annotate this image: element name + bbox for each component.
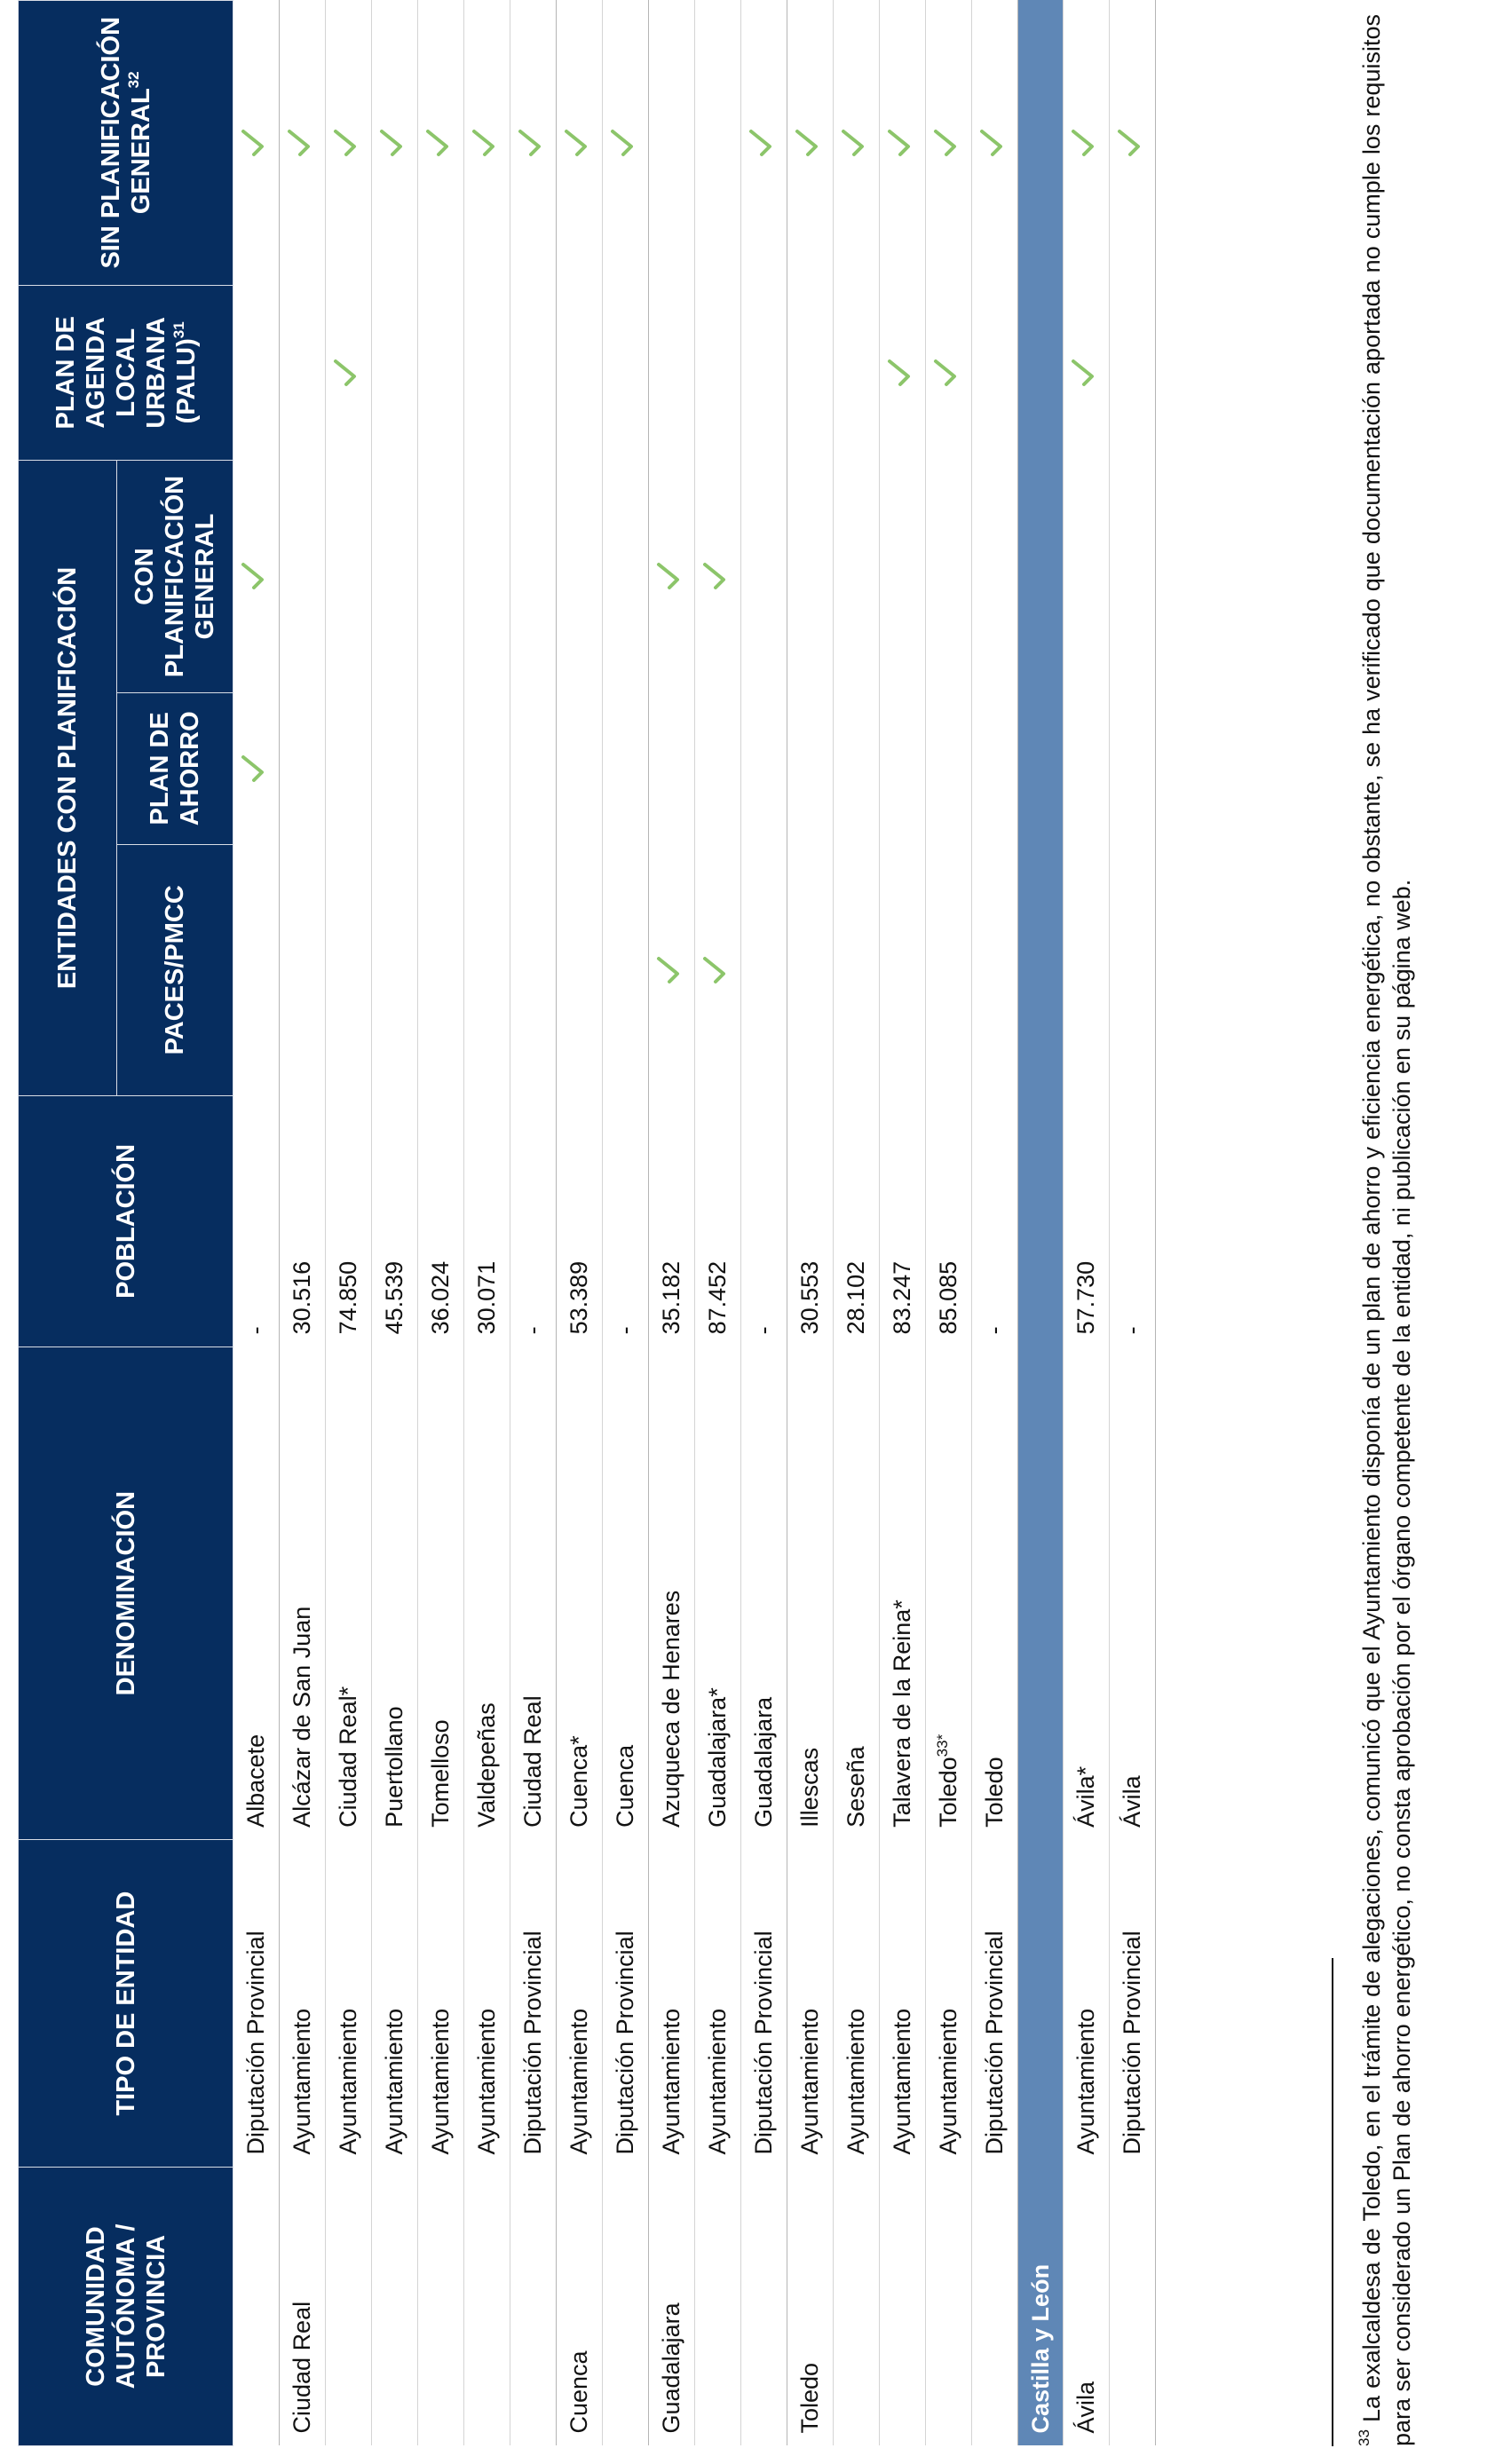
poblacion-cell: 36.024 [418, 1095, 464, 1347]
check-icon [376, 128, 407, 158]
table-row [372, 1, 418, 2446]
paces-cell [834, 844, 880, 1095]
ahorro-cell [649, 692, 695, 844]
general-cell [741, 461, 787, 693]
ahorro-cell [557, 692, 603, 844]
header-comunidad: COMUNIDAD AUTÓNOMA / PROVINCIA [19, 2167, 233, 2445]
provincia-cell: Cuenca [557, 2167, 603, 2445]
table-row [1110, 1, 1156, 2446]
tipo-cell: Ayuntamiento [926, 1840, 972, 2168]
sin-cell [1110, 1, 1156, 286]
table-row [510, 1, 557, 2446]
check-icon [977, 128, 1007, 158]
check-icon [838, 128, 868, 158]
general-cell [972, 461, 1018, 693]
header-tipo: TIPO DE ENTIDAD [19, 1840, 233, 2168]
palu-cell [603, 285, 649, 461]
check-icon [930, 358, 961, 388]
sin-cell [280, 1, 326, 286]
general-cell [280, 461, 326, 693]
paces-cell [233, 844, 280, 1095]
sin-cell [695, 1, 741, 286]
denominacion-cell: Ávila* [1064, 1347, 1110, 1839]
sin-cell [972, 1, 1018, 286]
check-icon [884, 358, 914, 388]
check-icon [238, 128, 268, 158]
check-icon [792, 128, 822, 158]
provincia-cell: Guadalajara [649, 2167, 695, 2445]
paces-cell [972, 844, 1018, 1095]
palu-cell [233, 285, 280, 461]
general-cell [233, 461, 280, 693]
tipo-cell: Diputación Provincial [603, 1840, 649, 2168]
table-row [233, 1, 280, 2446]
palu-cell [464, 285, 510, 461]
entities-table [18, 0, 1156, 2446]
header-entidades: ENTIDADES CON PLANIFICACIÓN [19, 461, 117, 1096]
paces-cell [464, 844, 510, 1095]
poblacion-cell: 28.102 [834, 1095, 880, 1347]
ahorro-cell [372, 692, 418, 844]
provincia-cell: Toledo [787, 2167, 834, 2445]
provincia-cell [972, 2167, 1018, 2445]
palu-cell [510, 285, 557, 461]
tipo-cell: Ayuntamiento [695, 1840, 741, 2168]
ahorro-cell [880, 692, 926, 844]
paces-cell [695, 844, 741, 1095]
table-row [1064, 1, 1110, 2446]
table-row [280, 1, 326, 2446]
denominacion-cell: Ávila [1110, 1347, 1156, 1839]
paces-cell [418, 844, 464, 1095]
provincia-cell [741, 2167, 787, 2445]
denominacion-cell: Alcázar de San Juan [280, 1347, 326, 1839]
header-paces: PACES/PMCC [117, 844, 233, 1095]
paces-cell [510, 844, 557, 1095]
table-row [326, 1, 372, 2446]
paces-cell [557, 844, 603, 1095]
check-icon [653, 955, 684, 985]
sin-cell [557, 1, 603, 286]
header-sin-planificacion: SIN PLANIFICACIÓN GENERAL$^{32}$ [19, 1, 233, 286]
paces-cell [741, 844, 787, 1095]
table-row [603, 1, 649, 2446]
footnote [1357, 14, 1417, 2446]
general-cell [649, 461, 695, 693]
poblacion-cell: 57.730 [1064, 1095, 1110, 1347]
sin-cell [418, 1, 464, 286]
general-cell [787, 461, 834, 693]
ahorro-cell [972, 692, 1018, 844]
denominacion-cell: Cuenca* [557, 1347, 603, 1839]
denominacion-cell: Valdepeñas [464, 1347, 510, 1839]
sin-cell [926, 1, 972, 286]
palu-cell [787, 285, 834, 461]
check-icon [884, 128, 914, 158]
paces-cell [880, 844, 926, 1095]
header-poblacion: POBLACIÓN [19, 1095, 233, 1347]
table-row [418, 1, 464, 2446]
ahorro-cell [280, 692, 326, 844]
check-icon [423, 128, 453, 158]
denominacion-cell: Ciudad Real [510, 1347, 557, 1839]
table-row [741, 1, 787, 2446]
header-denominacion: DENOMINACIÓN [19, 1347, 233, 1839]
poblacion-cell: 87.452 [695, 1095, 741, 1347]
poblacion-cell: - [1110, 1095, 1156, 1347]
denominacion-cell: Albacete [233, 1347, 280, 1839]
provincia-cell: Ávila [1064, 2167, 1110, 2445]
denominacion-cell: Puertollano [372, 1347, 418, 1839]
denominacion-cell: Illescas [787, 1347, 834, 1839]
tipo-cell: Ayuntamiento [418, 1840, 464, 2168]
denominacion-cell: Toledo [972, 1347, 1018, 1839]
poblacion-cell: 45.539 [372, 1095, 418, 1347]
tipo-cell: Diputación Provincial [972, 1840, 1018, 2168]
tipo-cell: Diputación Provincial [510, 1840, 557, 2168]
table-row [695, 1, 741, 2446]
general-cell [926, 461, 972, 693]
paces-cell [326, 844, 372, 1095]
sin-cell [233, 1, 280, 286]
check-icon [238, 562, 268, 592]
check-icon [653, 562, 684, 592]
poblacion-cell: 53.389 [557, 1095, 603, 1347]
provincia-cell [834, 2167, 880, 2445]
denominacion-cell: Seseña [834, 1347, 880, 1839]
palu-cell [372, 285, 418, 461]
ahorro-cell [834, 692, 880, 844]
palu-cell [280, 285, 326, 461]
provincia-cell [233, 2167, 280, 2445]
check-icon [700, 562, 730, 592]
region-label: Castilla y León [1018, 1, 1064, 2446]
sin-cell [603, 1, 649, 286]
general-cell [418, 461, 464, 693]
tipo-cell: Ayuntamiento [787, 1840, 834, 2168]
table-row [880, 1, 926, 2446]
tipo-cell: Diputación Provincial [1110, 1840, 1156, 2168]
denominacion-cell: Ciudad Real* [326, 1347, 372, 1839]
palu-cell [1110, 285, 1156, 461]
sin-cell [326, 1, 372, 286]
paces-cell [1110, 844, 1156, 1095]
general-cell [1110, 461, 1156, 693]
poblacion-cell: 30.071 [464, 1095, 510, 1347]
provincia-cell [926, 2167, 972, 2445]
provincia-cell [418, 2167, 464, 2445]
palu-cell [972, 285, 1018, 461]
sin-cell [787, 1, 834, 286]
general-cell [326, 461, 372, 693]
tipo-cell: Ayuntamiento [464, 1840, 510, 2168]
sin-cell [372, 1, 418, 286]
palu-cell [695, 285, 741, 461]
sin-cell [1064, 1, 1110, 286]
provincia-cell [603, 2167, 649, 2445]
header-con-general: CON PLANIFICACIÓN GENERAL [117, 461, 233, 693]
tipo-cell: Ayuntamiento [557, 1840, 603, 2168]
ahorro-cell [695, 692, 741, 844]
table-row [787, 1, 834, 2446]
sin-cell [464, 1, 510, 286]
denominacion-cell: Guadalajara [741, 1347, 787, 1839]
table-row [834, 1, 880, 2446]
table-row [926, 1, 972, 2446]
check-icon [330, 358, 360, 388]
palu-cell [649, 285, 695, 461]
provincia-cell [372, 2167, 418, 2445]
provincia-cell: Ciudad Real [280, 2167, 326, 2445]
general-cell [695, 461, 741, 693]
palu-cell [418, 285, 464, 461]
denominacion-cell: Guadalajara* [695, 1347, 741, 1839]
paces-cell [649, 844, 695, 1095]
table-row [557, 1, 603, 2446]
check-icon [1114, 128, 1144, 158]
poblacion-cell: - [741, 1095, 787, 1347]
check-icon [1068, 128, 1098, 158]
general-cell [603, 461, 649, 693]
provincia-cell [326, 2167, 372, 2445]
poblacion-cell: - [972, 1095, 1018, 1347]
palu-cell [326, 285, 372, 461]
tipo-cell: Ayuntamiento [834, 1840, 880, 2168]
tipo-cell: Ayuntamiento [372, 1840, 418, 2168]
general-cell [372, 461, 418, 693]
denominacion-cell: Toledo$^{33*}$ [926, 1347, 972, 1839]
provincia-cell [1110, 2167, 1156, 2445]
palu-cell [926, 285, 972, 461]
denominacion-cell: Talavera de la Reina* [880, 1347, 926, 1839]
sin-cell [649, 1, 695, 286]
palu-cell [1064, 285, 1110, 461]
paces-cell [787, 844, 834, 1095]
check-icon [469, 128, 499, 158]
ahorro-cell [510, 692, 557, 844]
tipo-cell: Ayuntamiento [880, 1840, 926, 2168]
ahorro-cell [233, 692, 280, 844]
provincia-cell [510, 2167, 557, 2445]
footnote-text: La exalcaldesa de Toledo, en el trámite de alegaciones, comunicó que el Ayuntamiento disponía de un plan de ahorro y eficiencia energética, no obstante, se ha verificado que documentación aportada no cumple los requisitos para ser considerado un Plan de ahorro energético, no consta aprobación por el órgano competente de la entidad, ni publicación en su página web. [1358, 14, 1415, 2446]
denominacion-cell: Cuenca [603, 1347, 649, 1839]
paces-cell [1064, 844, 1110, 1095]
poblacion-cell: 30.516 [280, 1095, 326, 1347]
paces-cell [603, 844, 649, 1095]
check-icon [746, 128, 776, 158]
general-cell [1064, 461, 1110, 693]
provincia-cell [695, 2167, 741, 2445]
region-row [1018, 1, 1064, 2446]
sin-cell [510, 1, 557, 286]
palu-cell [741, 285, 787, 461]
poblacion-cell: 35.182 [649, 1095, 695, 1347]
tipo-cell: Diputación Provincial [741, 1840, 787, 2168]
poblacion-cell: - [510, 1095, 557, 1347]
tipo-cell: Ayuntamiento [280, 1840, 326, 2168]
check-icon [515, 128, 545, 158]
general-cell [880, 461, 926, 693]
footnote-number: 33 [1356, 2429, 1373, 2446]
general-cell [464, 461, 510, 693]
ahorro-cell [787, 692, 834, 844]
table-row [972, 1, 1018, 2446]
palu-cell [834, 285, 880, 461]
paces-cell [926, 844, 972, 1095]
ahorro-cell [1110, 692, 1156, 844]
check-icon [930, 128, 961, 158]
poblacion-cell: 30.553 [787, 1095, 834, 1347]
sin-cell [834, 1, 880, 286]
poblacion-cell: 74.850 [326, 1095, 372, 1347]
check-icon [561, 128, 591, 158]
denominacion-cell: Tomelloso [418, 1347, 464, 1839]
tipo-cell: Ayuntamiento [1064, 1840, 1110, 2168]
table-row [464, 1, 510, 2446]
ahorro-cell [464, 692, 510, 844]
paces-cell [280, 844, 326, 1095]
check-icon [238, 754, 268, 784]
ahorro-cell [326, 692, 372, 844]
tipo-cell: Diputación Provincial [233, 1840, 280, 2168]
ahorro-cell [1064, 692, 1110, 844]
general-cell [834, 461, 880, 693]
paces-cell [372, 844, 418, 1095]
tipo-cell: Ayuntamiento [326, 1840, 372, 2168]
check-icon [607, 128, 637, 158]
general-cell [557, 461, 603, 693]
sin-cell [741, 1, 787, 286]
poblacion-cell: - [603, 1095, 649, 1347]
header-palu: PLAN DE AGENDA LOCAL URBANA (PALU)$^{31}$ [19, 285, 233, 461]
general-cell [510, 461, 557, 693]
sin-cell [880, 1, 926, 286]
ahorro-cell [603, 692, 649, 844]
header-ahorro: PLAN DE AHORRO [117, 692, 233, 844]
tipo-cell: Ayuntamiento [649, 1840, 695, 2168]
check-icon [700, 955, 730, 985]
palu-cell [557, 285, 603, 461]
poblacion-cell: 83.247 [880, 1095, 926, 1347]
palu-cell [880, 285, 926, 461]
check-icon [284, 128, 314, 158]
ahorro-cell [741, 692, 787, 844]
table-row [649, 1, 695, 2446]
provincia-cell [464, 2167, 510, 2445]
footnote-rule [1332, 1958, 1333, 2446]
poblacion-cell: 85.085 [926, 1095, 972, 1347]
ahorro-cell [926, 692, 972, 844]
check-icon [1068, 358, 1098, 388]
ahorro-cell [418, 692, 464, 844]
denominacion-cell: Azuqueca de Henares [649, 1347, 695, 1839]
provincia-cell [880, 2167, 926, 2445]
check-icon [330, 128, 360, 158]
poblacion-cell: - [233, 1095, 280, 1347]
